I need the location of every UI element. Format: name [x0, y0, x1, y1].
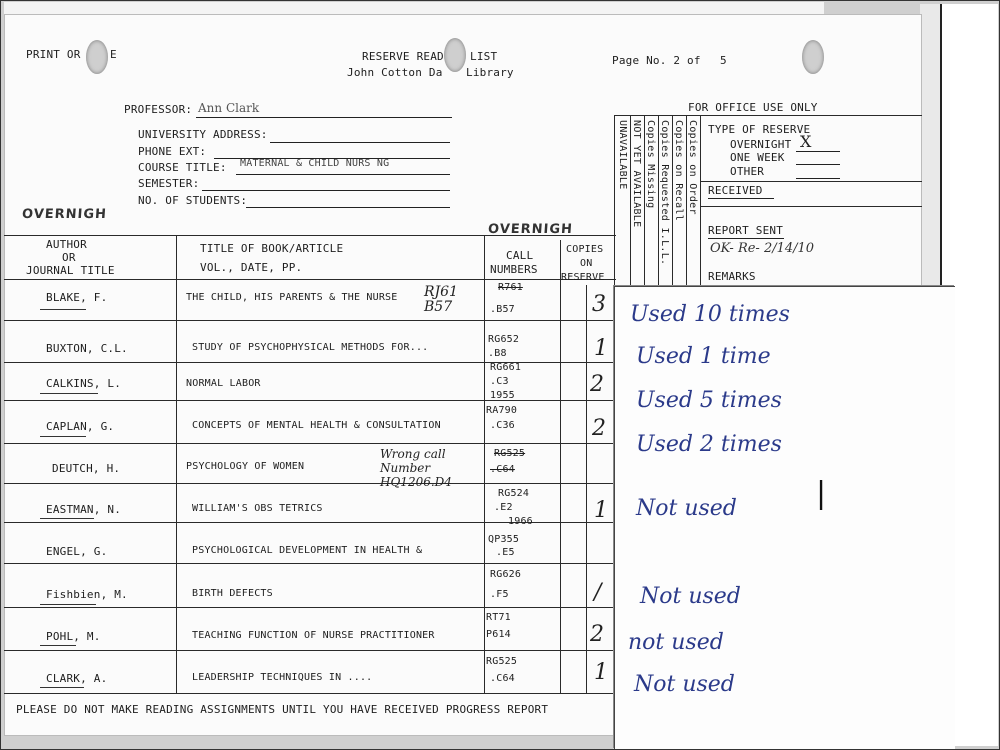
row-call-1: RG525: [486, 656, 518, 667]
row-title: TEACHING FUNCTION OF NURSE PRACTITIONER: [192, 630, 435, 641]
row-author: DEUTCH, H.: [52, 462, 121, 475]
author-header-3: JOURNAL TITLE: [26, 264, 115, 277]
library-name-tail: Library: [466, 66, 514, 79]
row-call-1: QP355: [488, 534, 520, 545]
overnight-check-mark: X: [800, 132, 812, 151]
office-col-not-yet-available: NOT YET AVAILABLE: [631, 120, 642, 228]
row-author: Fishbien, M.: [46, 588, 128, 601]
title-header-2: VOL., DATE, PP.: [200, 261, 303, 274]
print-label-tail: E: [110, 48, 117, 61]
row-call-1: RG626: [490, 569, 522, 580]
copies-header-3: RESERVE: [561, 272, 605, 283]
received-label: RECEIVED: [708, 184, 763, 197]
row-title: LEADERSHIP TECHNIQUES IN ....: [192, 672, 373, 683]
row-author: BUXTON, C.L.: [46, 342, 128, 355]
row-copies: 1: [594, 660, 608, 685]
office-use-heading: FOR OFFICE USE ONLY: [688, 101, 818, 114]
author-header-2: OR: [62, 251, 76, 264]
office-col-copies-requested: Copies Requested I.L.L.: [659, 120, 670, 266]
print-label: PRINT OR: [26, 48, 81, 61]
row-copies: 3: [592, 292, 606, 317]
copies-header-2: ON: [580, 258, 593, 269]
overnight-stamp-2: OVERNIGH: [487, 222, 574, 237]
page-number-label: Page No. 2 of: [612, 54, 701, 67]
usage-note: Not used: [640, 584, 741, 609]
overnight-stamp: OVERNIGH: [21, 207, 108, 222]
course-value: MATERNAL & CHILD NURS NG: [240, 158, 390, 169]
row-copies: 2: [590, 622, 604, 647]
row-author: CALKINS, L.: [46, 377, 122, 390]
usage-note: Used 5 times: [636, 388, 782, 413]
usage-note: Used 1 time: [636, 344, 771, 369]
row-call-2: .B8: [488, 348, 507, 359]
row-copies: 1: [594, 498, 608, 523]
author-header-1: AUTHOR: [46, 238, 87, 251]
usage-note: |: [816, 476, 827, 511]
row-copies: 2: [592, 416, 606, 441]
list-title: RESERVE READ: [362, 50, 444, 63]
row-copies: 1: [594, 336, 608, 361]
usage-note: not used: [628, 630, 724, 655]
usage-note: Used 2 times: [636, 432, 782, 457]
copies-header-1: COPIES: [566, 244, 604, 255]
punch-hole: [444, 38, 466, 72]
row-title: NORMAL LABOR: [186, 378, 261, 389]
page-total: 5: [720, 54, 727, 67]
row-author: POHL, M.: [46, 630, 101, 643]
row-call-1: R761: [498, 282, 523, 293]
row-handwritten-call: Wrong call Number HQ1206.D4: [380, 447, 452, 489]
type-of-reserve-label: TYPE OF RESERVE: [708, 123, 811, 136]
row-call-2: .C3: [490, 376, 509, 387]
one-week-option: ONE WEEK: [730, 151, 785, 164]
row-call-2: .E2: [494, 502, 513, 513]
row-call-2: .C64: [490, 464, 515, 475]
students-label: NO. OF STUDENTS:: [138, 194, 248, 207]
row-call-1: RG661: [490, 362, 522, 373]
remarks-label: REMARKS: [708, 270, 756, 283]
library-name: John Cotton Da: [347, 66, 443, 79]
office-col-unavailable: UNAVAILABLE: [617, 120, 628, 190]
row-title: STUDY OF PSYCHOPHYSICAL METHODS FOR...: [192, 342, 429, 353]
usage-note: Used 10 times: [630, 302, 790, 327]
row-call-1: RT71: [486, 612, 511, 623]
address-label: UNIVERSITY ADDRESS:: [138, 128, 268, 141]
row-call-2: .E5: [496, 547, 515, 558]
row-title: CONCEPTS OF MENTAL HEALTH & CONSULTATION: [192, 420, 441, 431]
row-call-3: 1955: [490, 390, 515, 401]
row-author: CLARK, A.: [46, 672, 108, 685]
office-col-copies-recall: Copies on Recall: [673, 120, 684, 222]
row-call-1: RG652: [488, 334, 520, 345]
row-copies: /: [594, 580, 602, 605]
row-author: BLAKE, F.: [46, 291, 108, 304]
other-option: OTHER: [730, 165, 765, 178]
call-header-1: CALL: [506, 249, 534, 262]
row-call-2: .C36: [490, 420, 515, 431]
overnight-option: OVERNIGHT: [730, 138, 792, 151]
course-label: COURSE TITLE:: [138, 161, 227, 174]
row-call-2: .F5: [490, 589, 509, 600]
office-col-copies-order: Copies on Order: [687, 120, 698, 215]
punch-hole: [86, 40, 108, 74]
row-title: THE CHILD, HIS PARENTS & THE NURSE: [186, 292, 398, 303]
row-handwritten-call: RJ61 B57: [424, 284, 458, 315]
row-call-1: RG524: [498, 488, 530, 499]
professor-value: Ann Clark: [198, 101, 260, 115]
row-title: PSYCHOLOGICAL DEVELOPMENT IN HEALTH &: [192, 545, 423, 556]
call-header-2: NUMBERS: [490, 263, 538, 276]
title-header-1: TITLE OF BOOK/ARTICLE: [200, 242, 344, 255]
report-sent-value: OK- Re- 2/14/10: [710, 241, 815, 256]
row-copies: 2: [590, 372, 604, 397]
punch-hole: [802, 40, 824, 74]
list-title-tail: LIST: [470, 50, 498, 63]
row-call-1: RA790: [486, 405, 518, 416]
usage-note: Not used: [636, 496, 737, 521]
row-call-2: .C64: [490, 673, 515, 684]
office-col-copies-missing: Copies Missing: [645, 120, 656, 209]
row-call-2: P614: [486, 629, 511, 640]
phone-label: PHONE EXT:: [138, 145, 207, 158]
row-call-2: .B57: [490, 304, 515, 315]
row-author: EASTMAN, N.: [46, 503, 122, 516]
professor-label: PROFESSOR:: [124, 103, 193, 116]
row-title: BIRTH DEFECTS: [192, 588, 273, 599]
footer-notice: PLEASE DO NOT MAKE READING ASSIGNMENTS UNTIL YOU HAVE RECEIVED PROGRESS REPORT: [16, 703, 549, 716]
row-title: WILLIAM'S OBS TETRICS: [192, 503, 323, 514]
row-author: ENGEL, G.: [46, 545, 108, 558]
semester-label: SEMESTER:: [138, 177, 200, 190]
usage-note: Not used: [634, 672, 735, 697]
row-title: PSYCHOLOGY OF WOMEN: [186, 461, 305, 472]
row-call-1: RG525: [494, 448, 526, 459]
row-call-3: 1966: [508, 516, 533, 527]
row-author: CAPLAN, G.: [46, 420, 115, 433]
report-sent-label: REPORT SENT: [708, 224, 784, 237]
